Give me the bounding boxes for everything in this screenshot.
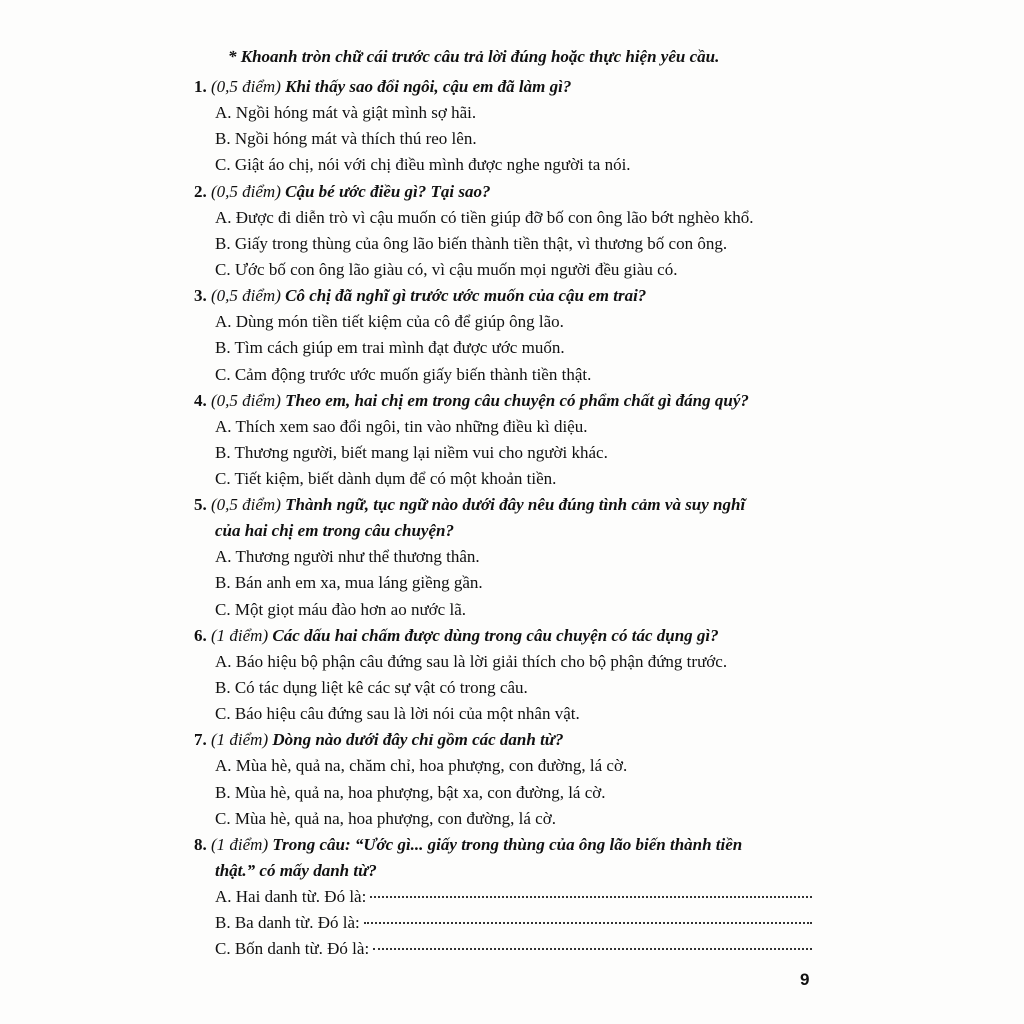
question-text: Thành ngữ, tục ngữ nào dưới đây nêu đúng tình cảm và suy nghĩ [285, 495, 746, 515]
question-text: Theo em, hai chị em trong câu chuyện có phẩm chất gì đáng quý? [285, 390, 749, 410]
answer-option-c[interactable]: C. Một giọt máu đào hơn ao nước lã. [215, 599, 466, 619]
question-5 [0, 492, 1024, 623]
answer-option-a[interactable]: A. Mùa hè, quả na, chăm chỉ, hoa phượng, con đường, lá cờ. [215, 756, 628, 776]
question-number: 6. [194, 625, 207, 645]
question-8 [0, 832, 1024, 963]
answer-option-c[interactable]: C. Tiết kiệm, biết dành dụm để có một khoản tiền. [215, 469, 557, 489]
answer-option-b[interactable]: B. Giấy trong thùng của ông lão biến thành tiền thật, vì thương bố con ông. [215, 233, 728, 253]
question-number: 7. [194, 730, 207, 750]
question-number: 1. [194, 77, 207, 96]
fill-option-a [0, 884, 1024, 910]
question-text: Trong câu: “Ước gì... giấy trong thùng của ông lão biến thành tiền [272, 834, 743, 854]
question-stem-line [0, 727, 816, 753]
question-text: Khi thấy sao đổi ngôi, cậu em đã làm gì? [285, 77, 572, 96]
answer-option-a[interactable]: A. Dùng món tiền tiết kiệm của cô để giúp ông lão. [215, 312, 564, 332]
question-stem-line [0, 74, 816, 100]
question-stem-line [0, 283, 816, 309]
answer-option-c[interactable]: C. Giật áo chị, nói với chị điều mình được nghe người ta nói. [215, 155, 631, 175]
fill-option-label: B. Ba danh từ. Đó là: [215, 913, 360, 933]
instruction-text: * Khoanh tròn chữ cái trước câu trả lời đúng hoặc thực hiện yêu cầu. [228, 47, 720, 66]
question-text: Các dấu hai chấm được dùng trong câu chuyện có tác dụng gì? [272, 625, 719, 645]
fill-option-b [0, 910, 1024, 936]
question-number: 5. [194, 495, 207, 515]
question-1 [0, 74, 1024, 179]
question-number: 2. [194, 181, 207, 201]
question-stem-line [0, 623, 816, 649]
question-stem-line [0, 388, 816, 414]
answer-option-b[interactable]: B. Ngồi hóng mát và thích thú reo lên. [215, 129, 477, 149]
question-points: (0,5 điểm) [211, 181, 281, 201]
question-text: Dòng nào dưới đây chỉ gồm các danh từ? [272, 730, 564, 750]
question-points: (0,5 điểm) [211, 495, 281, 515]
question-points: (0,5 điểm) [211, 390, 281, 410]
answer-option-c[interactable]: C. Báo hiệu câu đứng sau là lời nói của một nhân vật. [215, 704, 580, 724]
answer-blank-line[interactable] [373, 934, 812, 950]
question-stem-line [0, 518, 816, 544]
question-text: Cô chị đã nghĩ gì trước ước muốn của cậu em trai? [285, 286, 647, 306]
answer-blank-line[interactable] [370, 882, 812, 898]
question-4 [0, 388, 1024, 493]
fill-option-label: A. Hai danh từ. Đó là: [215, 886, 367, 906]
answer-option-b[interactable]: B. Mùa hè, quả na, hoa phượng, bật xa, con đường, lá cờ. [215, 782, 606, 802]
answer-option-b[interactable]: B. Tìm cách giúp em trai mình đạt được ước muốn. [215, 338, 565, 358]
question-text: Cậu bé ước điều gì? Tại sao? [285, 181, 491, 201]
answer-option-b[interactable]: B. Có tác dụng liệt kê các sự vật có trong câu. [215, 678, 528, 697]
question-number: 8. [194, 834, 207, 854]
question-list [0, 74, 1024, 963]
question-text: của hai chị em trong câu chuyện? [215, 521, 454, 541]
fill-option-c [0, 936, 1024, 962]
answer-option-c[interactable]: C. Ước bố con ông lão giàu có, vì cậu muốn mọi người đều giàu có. [215, 259, 678, 279]
question-points: (1 điểm) [211, 834, 269, 854]
question-stem-line [0, 832, 816, 858]
question-stem-line [0, 858, 816, 884]
question-number: 4. [194, 390, 207, 410]
answer-option-a[interactable]: A. Thương người như thể thương thân. [215, 547, 480, 567]
question-2 [0, 179, 1024, 284]
answer-option-a[interactable]: A. Thích xem sao đổi ngôi, tin vào những điều kì diệu. [215, 416, 588, 436]
answer-blank-line[interactable] [364, 908, 812, 924]
answer-option-b[interactable]: B. Thương người, biết mang lại niềm vui cho người khác. [215, 442, 608, 462]
fill-option-label: C. Bốn danh từ. Đó là: [215, 939, 370, 959]
question-number: 3. [194, 286, 207, 306]
answer-option-a[interactable]: A. Được đi diễn trò vì cậu muốn có tiền giúp đỡ bố con ông lão bớt nghèo khổ. [215, 207, 754, 227]
question-text: thật.” có mấy danh từ? [215, 860, 377, 880]
page-number: 9 [800, 970, 810, 989]
question-7 [0, 727, 1024, 832]
question-points: (1 điểm) [211, 730, 269, 750]
answer-option-a[interactable]: A. Ngồi hóng mát và giật mình sợ hãi. [215, 103, 477, 122]
question-6 [0, 623, 1024, 728]
answer-option-a[interactable]: A. Báo hiệu bộ phận câu đứng sau là lời giải thích cho bộ phận đứng trước. [215, 651, 728, 671]
question-3 [0, 283, 1024, 388]
question-points: (0,5 điểm) [211, 286, 281, 306]
answer-option-c[interactable]: C. Mùa hè, quả na, hoa phượng, con đường, lá cờ. [215, 808, 556, 828]
question-points: (0,5 điểm) [211, 77, 281, 96]
question-points: (1 điểm) [211, 625, 269, 645]
question-stem-line [0, 179, 816, 205]
answer-option-c[interactable]: C. Cảm động trước ước muốn giấy biến thành tiền thật. [215, 364, 592, 384]
answer-option-b[interactable]: B. Bán anh em xa, mua láng giềng gần. [215, 573, 483, 593]
question-stem-line [0, 492, 816, 518]
